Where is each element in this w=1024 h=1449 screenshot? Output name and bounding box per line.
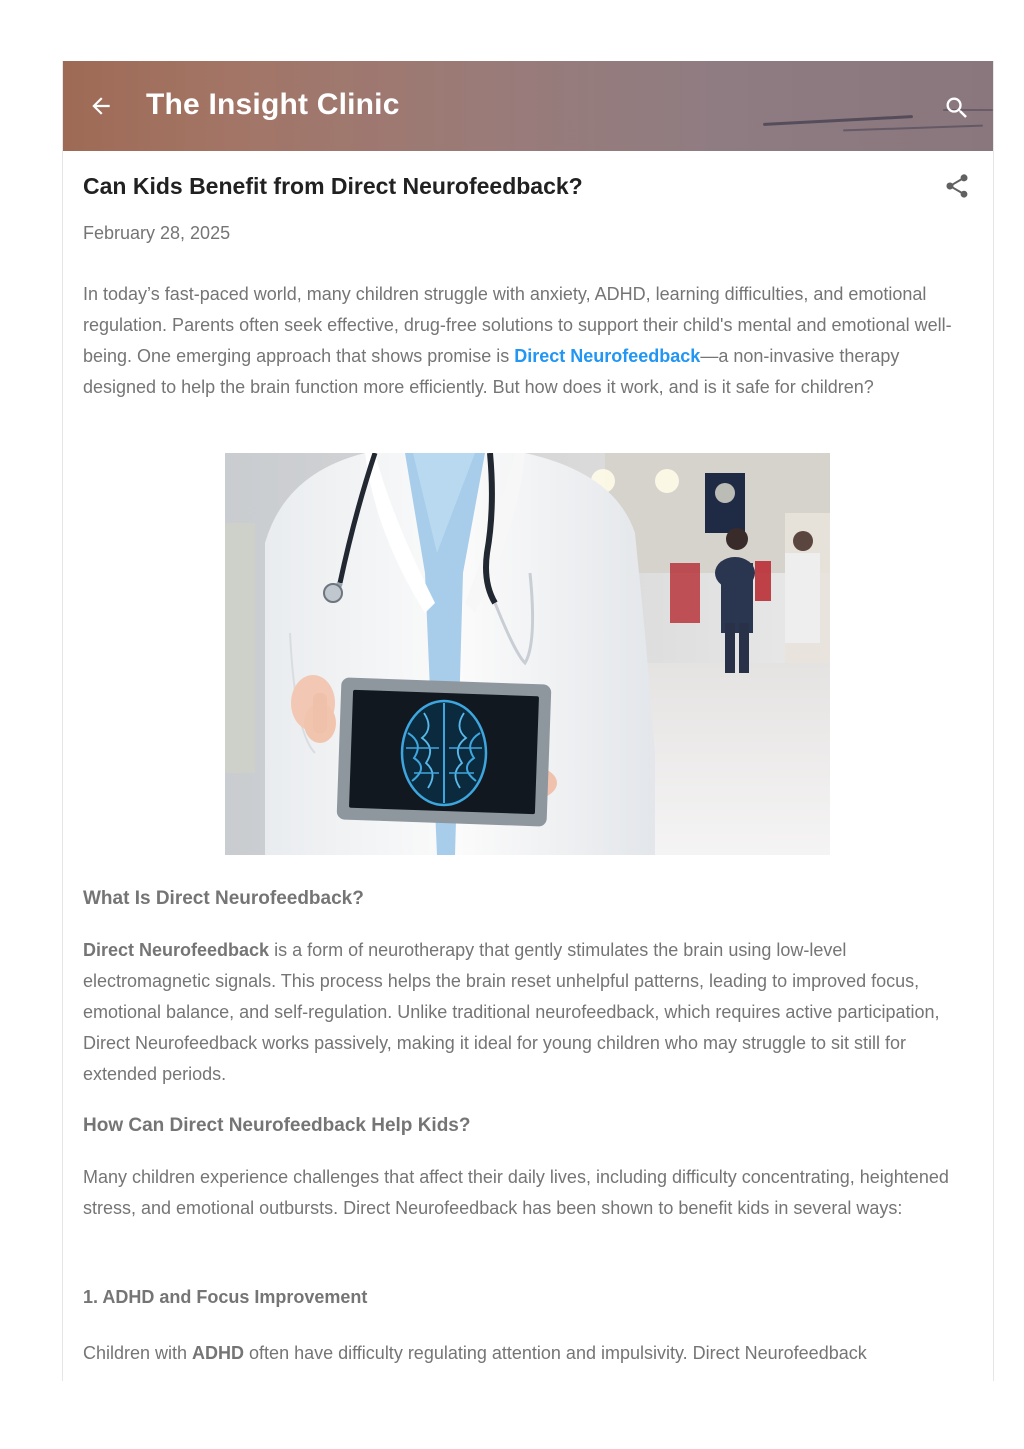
- site-title[interactable]: The Insight Clinic: [146, 88, 400, 121]
- bold-term: ADHD: [192, 1343, 245, 1363]
- bold-term: Direct Neurofeedback: [83, 940, 270, 960]
- doctor-tablet-image: [225, 453, 830, 855]
- search-icon: [943, 94, 971, 122]
- intro-text-continued: —a non-invasive therapy designed to help the brain function more efficiently. But how does it work, and is it safe for children?: [83, 346, 900, 397]
- arrow-left-icon: [88, 93, 114, 119]
- header-decoration: [763, 115, 913, 126]
- intro-text: In today’s fast-paced world, many children struggle with anxiety, ADHD, learning difficulties, and emotional regulation. Parents often seek effective, drug-free solutions to support their child's mental and emotional well-being. One emerging approach that shows promise is: [83, 284, 952, 366]
- paragraph-text: Children with: [83, 1343, 193, 1363]
- post-card: [62, 61, 994, 1381]
- doctor-tablet-illustration: [225, 453, 830, 855]
- intro-paragraph: [83, 279, 975, 403]
- share-icon: [943, 172, 971, 200]
- paragraph-text: is a form of neurotherapy that gently stimulates the brain using low-level electromagnetic signals. This process helps the brain reset unhelpful patterns, leading to improved focus, emotional balance, and self-regulation. Unlike traditional neurofeedback, which requires active participation, Direct Neurofeedback works passively, making it ideal for young children who may struggle to sit still for extended periods.: [83, 940, 940, 1084]
- post-title: Can Kids Benefit from Direct Neurofeedback?: [83, 173, 583, 199]
- paragraph-text-continued: often have difficulty regulating attention and impulsivity. Direct Neurofeedback: [244, 1343, 867, 1363]
- direct-neurofeedback-link[interactable]: Direct Neurofeedback: [514, 346, 701, 366]
- section-heading-how-help: How Can Direct Neurofeedback Help Kids?: [83, 1115, 471, 1136]
- search-button[interactable]: [937, 88, 977, 128]
- back-button[interactable]: [81, 86, 121, 126]
- share-button[interactable]: [941, 169, 973, 203]
- section-paragraph-adhd: [83, 1338, 963, 1369]
- section-paragraph-what-is: [83, 935, 963, 1090]
- section-paragraph-how-help: Many children experience challenges that affect their daily lives, including difficulty concentrating, heightened stress, and emotional outbursts. Direct Neurofeedback has been shown to benefit kids in several ways:: [83, 1167, 949, 1218]
- section-heading-adhd: 1. ADHD and Focus Improvement: [83, 1287, 368, 1307]
- section-heading-what-is: What Is Direct Neurofeedback?: [83, 888, 364, 909]
- blog-header: [63, 61, 993, 151]
- post-date: February 28, 2025: [83, 223, 231, 243]
